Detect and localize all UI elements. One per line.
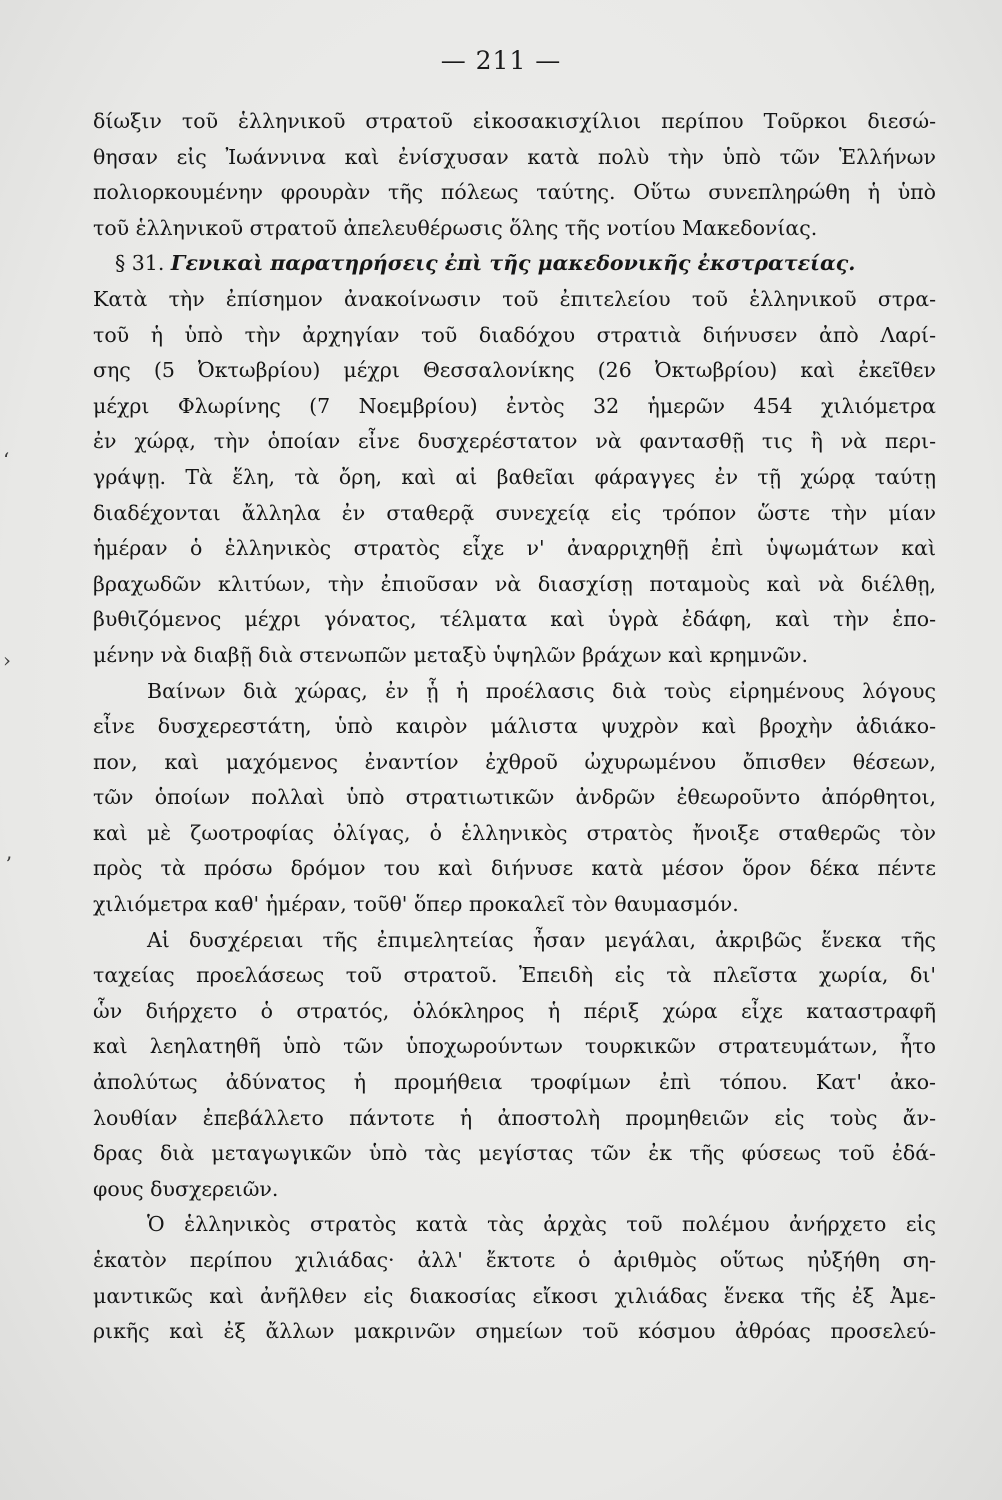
text-line: Ὁ ἑλληνικὸς στρατὸς κατὰ τὰς ἀρχὰς τοῦ πολέμου ἀνήρχετο εἰς (147, 1212, 936, 1237)
text-line: μαντικῶς καὶ ἀνῆλθεν εἰς διακοσίας εἴκοσι χιλιάδας ἕνεκα τῆς ἐξ Ἀμε- (93, 1283, 936, 1308)
text-line: ταχείας προελάσεως τοῦ στρατοῦ. Ἐπειδὴ εἰς τὰ πλεῖστα χωρία, δι' (93, 963, 936, 988)
text-line: ἑκατὸν περίπου χιλιάδας· ἀλλ' ἔκτοτε ὁ ἀριθμὸς οὕτως ηὐξήθη ση- (93, 1248, 936, 1272)
text-line: γράψῃ. Τὰ ἕλη, τὰ ὄρη, καὶ αἱ βαθεῖαι φάραγγες ἐν τῇ χώρᾳ ταύτῃ (93, 464, 936, 489)
text-line: εἶνε δυσχερεστάτη, ὑπὸ καιρὸν μάλιστα ψυχρὸν καὶ βροχὴν ἀδιάκο- (93, 714, 936, 739)
section-title: Γενικαὶ παρατηρήσεις ἐπὶ τῆς μακεδονικῆς ἐκστρατείας. (170, 251, 856, 276)
text-line: καὶ μὲ ζωοτροφίας ὀλίγας, ὁ ἑλληνικὸς στρατὸς ἤνοιξε σταθερῶς τὸν (93, 820, 936, 845)
text-line: τοῦ ἡ ὑπὸ τὴν ἀρχηγίαν τοῦ διαδόχου στρατιὰ διήνυσεν ἀπὸ Λαρί- (93, 322, 936, 347)
section-marker: § 31. (115, 251, 165, 276)
text-line: ἡμέραν ὁ ἑλληνικὸς στρατὸς εἶχε ν' ἀναρριχηθῇ ἐπὶ ὑψωμάτων καὶ (93, 536, 936, 561)
text-line: λουθίαν ἐπεβάλλετο πάντοτε ἡ ἀποστολὴ προμηθειῶν εἰς τοὺς ἄν- (93, 1105, 936, 1130)
text-line: ἀπολύτως ἀδύνατος ἡ προμήθεια τροφίμων ἐπὶ τόπου. Κατ' ἀκο- (93, 1070, 936, 1095)
text-line: δρας διὰ μεταγωγικῶν ὑπὸ τὰς μεγίστας τῶν ἐκ τῆς φύσεως τοῦ ἐδά- (93, 1141, 936, 1166)
section-heading (93, 246, 936, 282)
margin-mark: ʼ (5, 852, 12, 876)
margin-mark: ʻ (3, 448, 10, 472)
text-line: θησαν εἰς Ἰωάννινα καὶ ἐνίσχυσαν κατὰ πολὺ τὴν ὑπὸ τῶν Ἑλλήνων (93, 144, 936, 169)
margin-mark: › (3, 648, 11, 672)
text-line: διαδέχονται ἄλληλα ἐν σταθερᾷ συνεχείᾳ εἰς τρόπον ὥστε τὴν μίαν (93, 500, 936, 525)
text-line: ἐν χώρᾳ, τὴν ὁποίαν εἶνε δυσχερέστατον νὰ φαντασθῇ τις ἢ νὰ περι- (93, 429, 936, 454)
text-line: σης (5 Ὀκτωβρίου) μέχρι Θεσσαλονίκης (26 Ὀκτωβρίου) καὶ ἐκεῖθεν (93, 358, 936, 383)
text-line: Κατὰ τὴν ἐπίσημον ἀνακοίνωσιν τοῦ ἐπιτελείου τοῦ ἑλληνικοῦ στρα- (93, 286, 936, 311)
text-line: πρὸς τὰ πρόσω δρόμον του καὶ διήνυσε κατὰ μέσον ὅρον δέκα πέντε (93, 856, 936, 881)
text-line: πολιορκουμένην φρουρὰν τῆς πόλεως ταύτης. Οὕτω συνεπληρώθη ἡ ὑπὸ (93, 180, 936, 205)
text-line: καὶ λεηλατηθῆ ὑπὸ τῶν ὑποχωρούντων τουρκικῶν στρατευμάτων, ἦτο (93, 1034, 936, 1059)
text-line: ὧν διήρχετο ὁ στρατός, ὁλόκληρος ἡ πέριξ χώρα εἶχε καταστραφῆ (93, 998, 936, 1023)
text-line: βραχωδῶν κλιτύων, τὴν ἐπιοῦσαν νὰ διασχίσῃ ποταμοὺς καὶ νὰ διέλθῃ, (93, 571, 936, 596)
text-line: πον, καὶ μαχόμενος ἐναντίον ἐχθροῦ ὠχυρωμένου ὄπισθεν θέσεων, (93, 749, 936, 774)
text-line: βυθιζόμενος μέχρι γόνατος, τέλματα καὶ ὑγρὰ ἐδάφη, καὶ τὴν ἑπο- (93, 607, 936, 632)
text-line: χιλιόμετρα καθ' ἡμέραν, τοῦθ' ὅπερ προκαλεῖ τὸν θαυμασμόν. (93, 892, 739, 917)
text-line: τοῦ ἑλληνικοῦ στρατοῦ ἀπελευθέρωσις ὅλης τῆς νοτίου Μακεδονίας. (93, 215, 818, 240)
text-line: ρικῆς καὶ ἐξ ἄλλων μακρινῶν σημείων τοῦ κόσμου ἀθρόας προσελεύ- (93, 1319, 936, 1344)
text-line: Αἱ δυσχέρειαι τῆς ἐπιμελητείας ἦσαν μεγάλαι, ἀκριβῶς ἕνεκα τῆς (147, 927, 936, 952)
text-line: φους δυσχερειῶν. (93, 1176, 279, 1201)
text-line: μέχρι Φλωρίνης (7 Νοεμβρίου) ἐντὸς 32 ἡμερῶν 454 χιλιόμετρα (93, 393, 936, 418)
text-line: μένην νὰ διαβῇ διὰ στενωπῶν μεταξὺ ὑψηλῶν βράχων καὶ κρημνῶν. (93, 642, 809, 667)
text-line: δίωξιν τοῦ ἑλληνικοῦ στρατοῦ εἰκοσακισχίλιοι περίπου Τοῦρκοι διεσώ- (93, 109, 936, 133)
text-line: τῶν ὁποίων πολλαὶ ὑπὸ στρατιωτικῶν ἀνδρῶν ἐθεωροῦντο ἀπόρθητοι, (93, 785, 936, 810)
body-text (93, 104, 936, 1350)
page-number: — 211 — (440, 46, 562, 75)
text-line: Βαίνων διὰ χώρας, ἐν ᾗ ἡ προέλασις διὰ τοὺς εἰρημένους λόγους (147, 678, 936, 703)
